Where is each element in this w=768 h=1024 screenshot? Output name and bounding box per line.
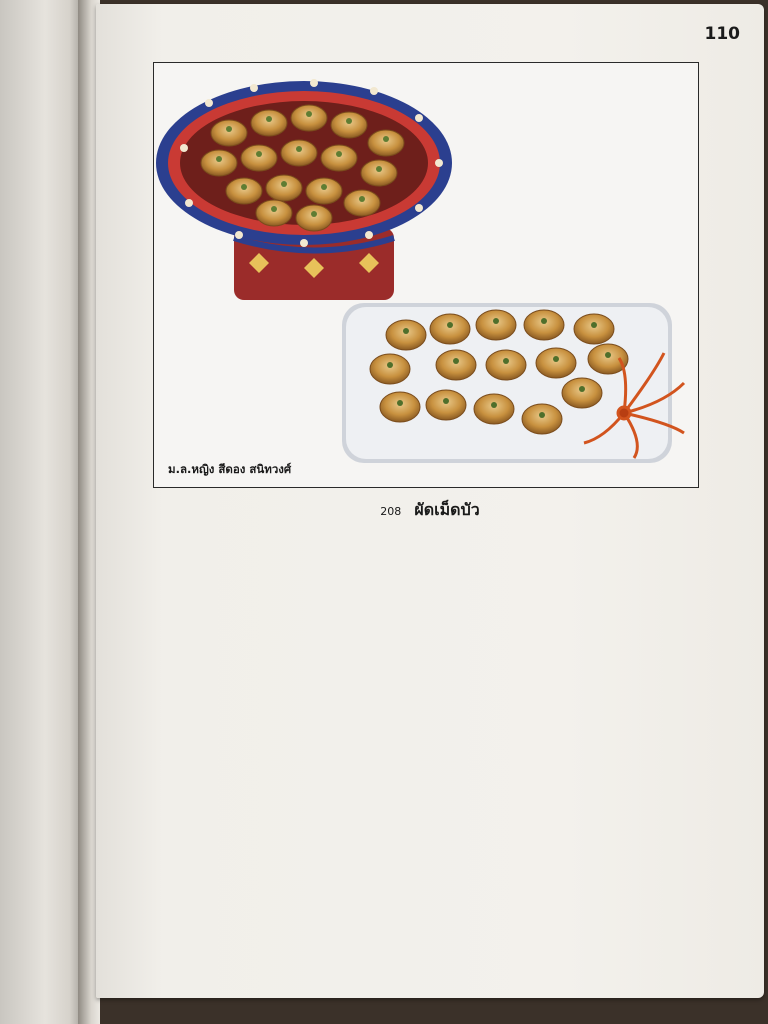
recipe-body-text — [162, 522, 710, 932]
book-page — [96, 4, 764, 998]
photo-caption: ม.ล.หญิง สีดอง สนิทวงศ์ — [168, 462, 292, 476]
food-photo-illustration — [154, 63, 698, 487]
left-page-edge — [0, 0, 82, 1024]
food-photo — [153, 62, 699, 488]
recipe-heading — [96, 498, 764, 523]
recipe-number: 208 — [380, 505, 402, 518]
page-number: 110 — [704, 24, 740, 44]
recipe-title: ผัดเม็ดบัว — [414, 500, 480, 519]
